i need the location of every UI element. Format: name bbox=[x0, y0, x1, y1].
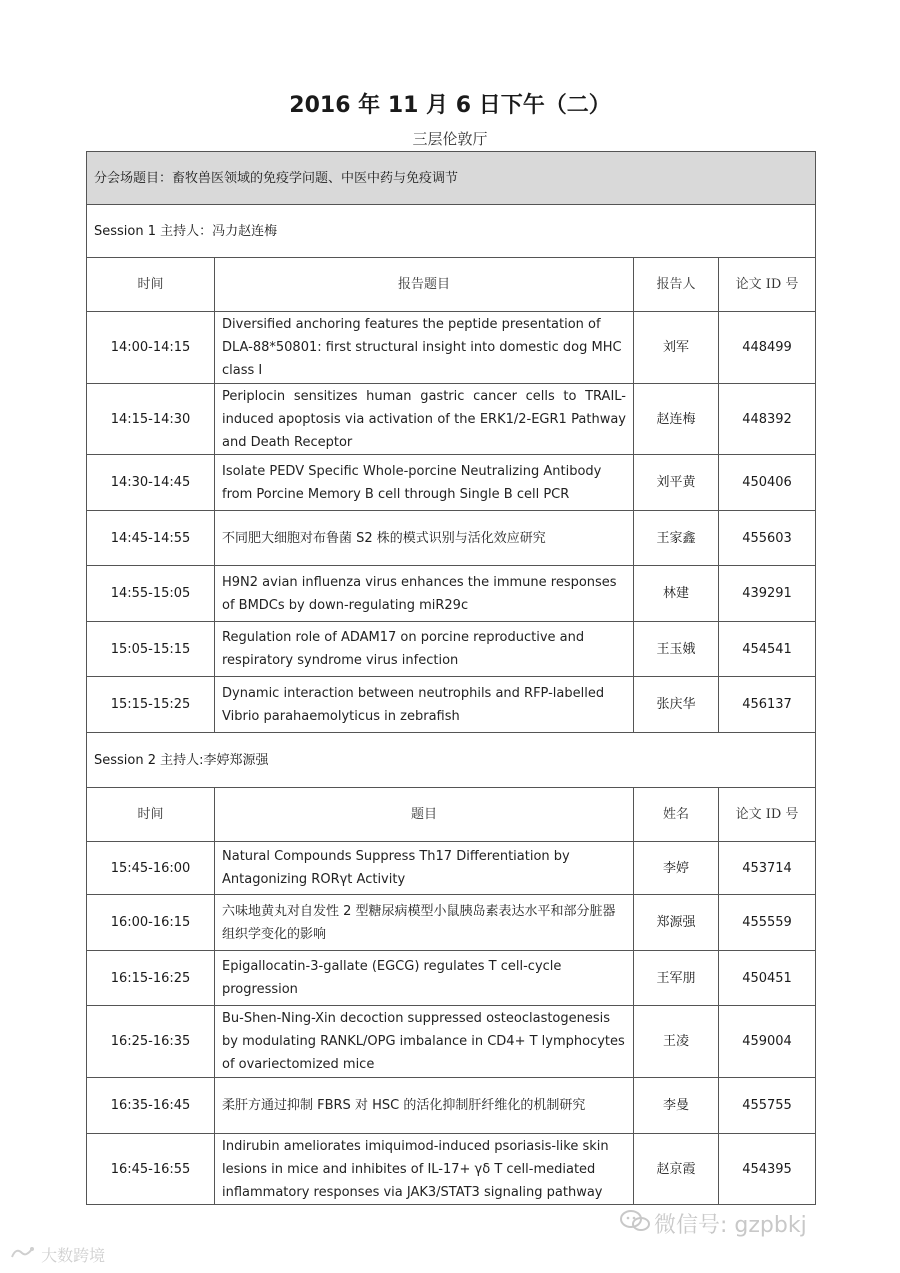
cell-title: Regulation role of ADAM17 on porcine reproductive and respiratory syndrome virus infection bbox=[215, 622, 634, 677]
cell-time: 15:15-15:25 bbox=[87, 677, 215, 733]
session-header-row bbox=[87, 205, 816, 258]
cell-paper-id: 450406 bbox=[719, 455, 816, 511]
cell-speaker: 李曼 bbox=[634, 1078, 719, 1134]
cell-speaker: 王玉娥 bbox=[634, 622, 719, 677]
cell-title: Indirubin ameliorates imiquimod-induced psoriasis-like skin lesions in mice and inhibites of IL-17+ γδ T cell-mediated inflammatory responses via JAK3/STAT3 signaling pathway bbox=[215, 1134, 634, 1205]
cell-speaker: 李婷 bbox=[634, 842, 719, 895]
cell-time: 16:45-16:55 bbox=[87, 1134, 215, 1205]
schedule-table bbox=[86, 151, 816, 1205]
cell-time: 16:25-16:35 bbox=[87, 1006, 215, 1078]
session-header-row bbox=[87, 733, 816, 788]
cell-paper-id: 454541 bbox=[719, 622, 816, 677]
table-row bbox=[87, 511, 816, 566]
cell-paper-id: 439291 bbox=[719, 566, 816, 622]
cell-time: 15:45-16:00 bbox=[87, 842, 215, 895]
col-header-title: 报告题目 bbox=[215, 258, 634, 312]
session-label: Session 1 主持人：冯力赵连梅 bbox=[87, 205, 816, 258]
table-row bbox=[87, 622, 816, 677]
col-header-speaker: 姓名 bbox=[634, 788, 719, 842]
table-row bbox=[87, 842, 816, 895]
cell-speaker: 张庆华 bbox=[634, 677, 719, 733]
cell-paper-id: 455603 bbox=[719, 511, 816, 566]
cell-title: Dynamic interaction between neutrophils and RFP-labelled Vibrio parahaemolyticus in zebrafish bbox=[215, 677, 634, 733]
cell-paper-id: 455755 bbox=[719, 1078, 816, 1134]
cell-paper-id: 448499 bbox=[719, 312, 816, 384]
col-header-time: 时间 bbox=[87, 258, 215, 312]
col-header-time: 时间 bbox=[87, 788, 215, 842]
table-row bbox=[87, 384, 816, 455]
cell-title: 柔肝方通过抑制 FBRS 对 HSC 的活化抑制肝纤维化的机制研究 bbox=[215, 1078, 634, 1134]
topic-title: 分会场题目：畜牧兽医领域的免疫学问题、中医中药与免疫调节 bbox=[87, 152, 816, 205]
cell-title: H9N2 avian influenza virus enhances the immune responses of BMDCs by down-regulating miR29c bbox=[215, 566, 634, 622]
cell-title: Diversified anchoring features the peptide presentation of DLA-88*50801: first structural insight into domestic dog MHC class I bbox=[215, 312, 634, 384]
cell-time: 14:15-14:30 bbox=[87, 384, 215, 455]
cell-title: Epigallocatin-3-gallate (EGCG) regulates T cell-cycle progression bbox=[215, 951, 634, 1006]
cell-speaker: 林建 bbox=[634, 566, 719, 622]
cell-speaker: 赵京霞 bbox=[634, 1134, 719, 1205]
column-header-row bbox=[87, 258, 816, 312]
table-row bbox=[87, 1078, 816, 1134]
cell-paper-id: 459004 bbox=[719, 1006, 816, 1078]
brand-watermark-text: 大数跨境 bbox=[41, 1246, 106, 1265]
topic-row bbox=[87, 152, 816, 205]
col-header-title: 题目 bbox=[215, 788, 634, 842]
table-row bbox=[87, 951, 816, 1006]
wechat-icon bbox=[620, 1210, 654, 1237]
cell-speaker: 王凌 bbox=[634, 1006, 719, 1078]
wechat-id-text: 微信号: gzpbkj bbox=[654, 1213, 807, 1238]
cell-title: 六味地黄丸对自发性 2 型糖尿病模型小鼠胰岛素表达水平和部分脏器组织学变化的影响 bbox=[215, 895, 634, 951]
cell-title: Isolate PEDV Specific Whole-porcine Neutralizing Antibody from Porcine Memory B cell through Single B cell PCR bbox=[215, 455, 634, 511]
brand-watermark bbox=[10, 1243, 105, 1266]
cell-title: Periplocin sensitizes human gastric cancer cells to TRAIL-induced apoptosis via activation of the ERK1/2-EGR1 Pathway and Death Receptor bbox=[215, 384, 634, 455]
column-header-row bbox=[87, 788, 816, 842]
col-header-speaker: 报告人 bbox=[634, 258, 719, 312]
cell-time: 15:05-15:15 bbox=[87, 622, 215, 677]
table-row bbox=[87, 312, 816, 384]
table-row bbox=[87, 895, 816, 951]
cell-paper-id: 450451 bbox=[719, 951, 816, 1006]
cell-time: 14:55-15:05 bbox=[87, 566, 215, 622]
cell-speaker: 郑源强 bbox=[634, 895, 719, 951]
cell-time: 14:00-14:15 bbox=[87, 312, 215, 384]
venue: 三层伦敦厅 bbox=[412, 130, 488, 148]
cell-title: 不同肥大细胞对布鲁菌 S2 株的模式识别与活化效应研究 bbox=[215, 511, 634, 566]
cell-time: 16:00-16:15 bbox=[87, 895, 215, 951]
cell-time: 16:35-16:45 bbox=[87, 1078, 215, 1134]
cell-paper-id: 456137 bbox=[719, 677, 816, 733]
table-row bbox=[87, 1134, 816, 1205]
cell-paper-id: 453714 bbox=[719, 842, 816, 895]
table-row bbox=[87, 566, 816, 622]
cell-speaker: 刘平黄 bbox=[634, 455, 719, 511]
session-label: Session 2 主持人:李婷郑源强 bbox=[87, 733, 816, 788]
cell-time: 14:30-14:45 bbox=[87, 455, 215, 511]
cell-speaker: 赵连梅 bbox=[634, 384, 719, 455]
cell-speaker: 王军朋 bbox=[634, 951, 719, 1006]
table-row bbox=[87, 677, 816, 733]
cell-speaker: 刘军 bbox=[634, 312, 719, 384]
cell-paper-id: 448392 bbox=[719, 384, 816, 455]
col-header-paper-id: 论文 ID 号 bbox=[719, 258, 816, 312]
table-row bbox=[87, 1006, 816, 1078]
cell-title: Natural Compounds Suppress Th17 Differentiation by Antagonizing RORγt Activity bbox=[215, 842, 634, 895]
cell-speaker: 王家鑫 bbox=[634, 511, 719, 566]
cell-paper-id: 454395 bbox=[719, 1134, 816, 1205]
col-header-paper-id: 论文 ID 号 bbox=[719, 788, 816, 842]
page-title: 2016 年 11 月 6 日下午（二） bbox=[289, 93, 611, 118]
cell-title: Bu-Shen-Ning-Xin decoction suppressed osteoclastogenesis by modulating RANKL/OPG imbalance in CD4+ T lymphocytes of ovariectomized mice bbox=[215, 1006, 634, 1078]
wechat-watermark bbox=[620, 1208, 807, 1239]
cell-time: 14:45-14:55 bbox=[87, 511, 215, 566]
cell-time: 16:15-16:25 bbox=[87, 951, 215, 1006]
cell-paper-id: 455559 bbox=[719, 895, 816, 951]
table-row bbox=[87, 455, 816, 511]
brand-logo-icon bbox=[10, 1246, 41, 1265]
